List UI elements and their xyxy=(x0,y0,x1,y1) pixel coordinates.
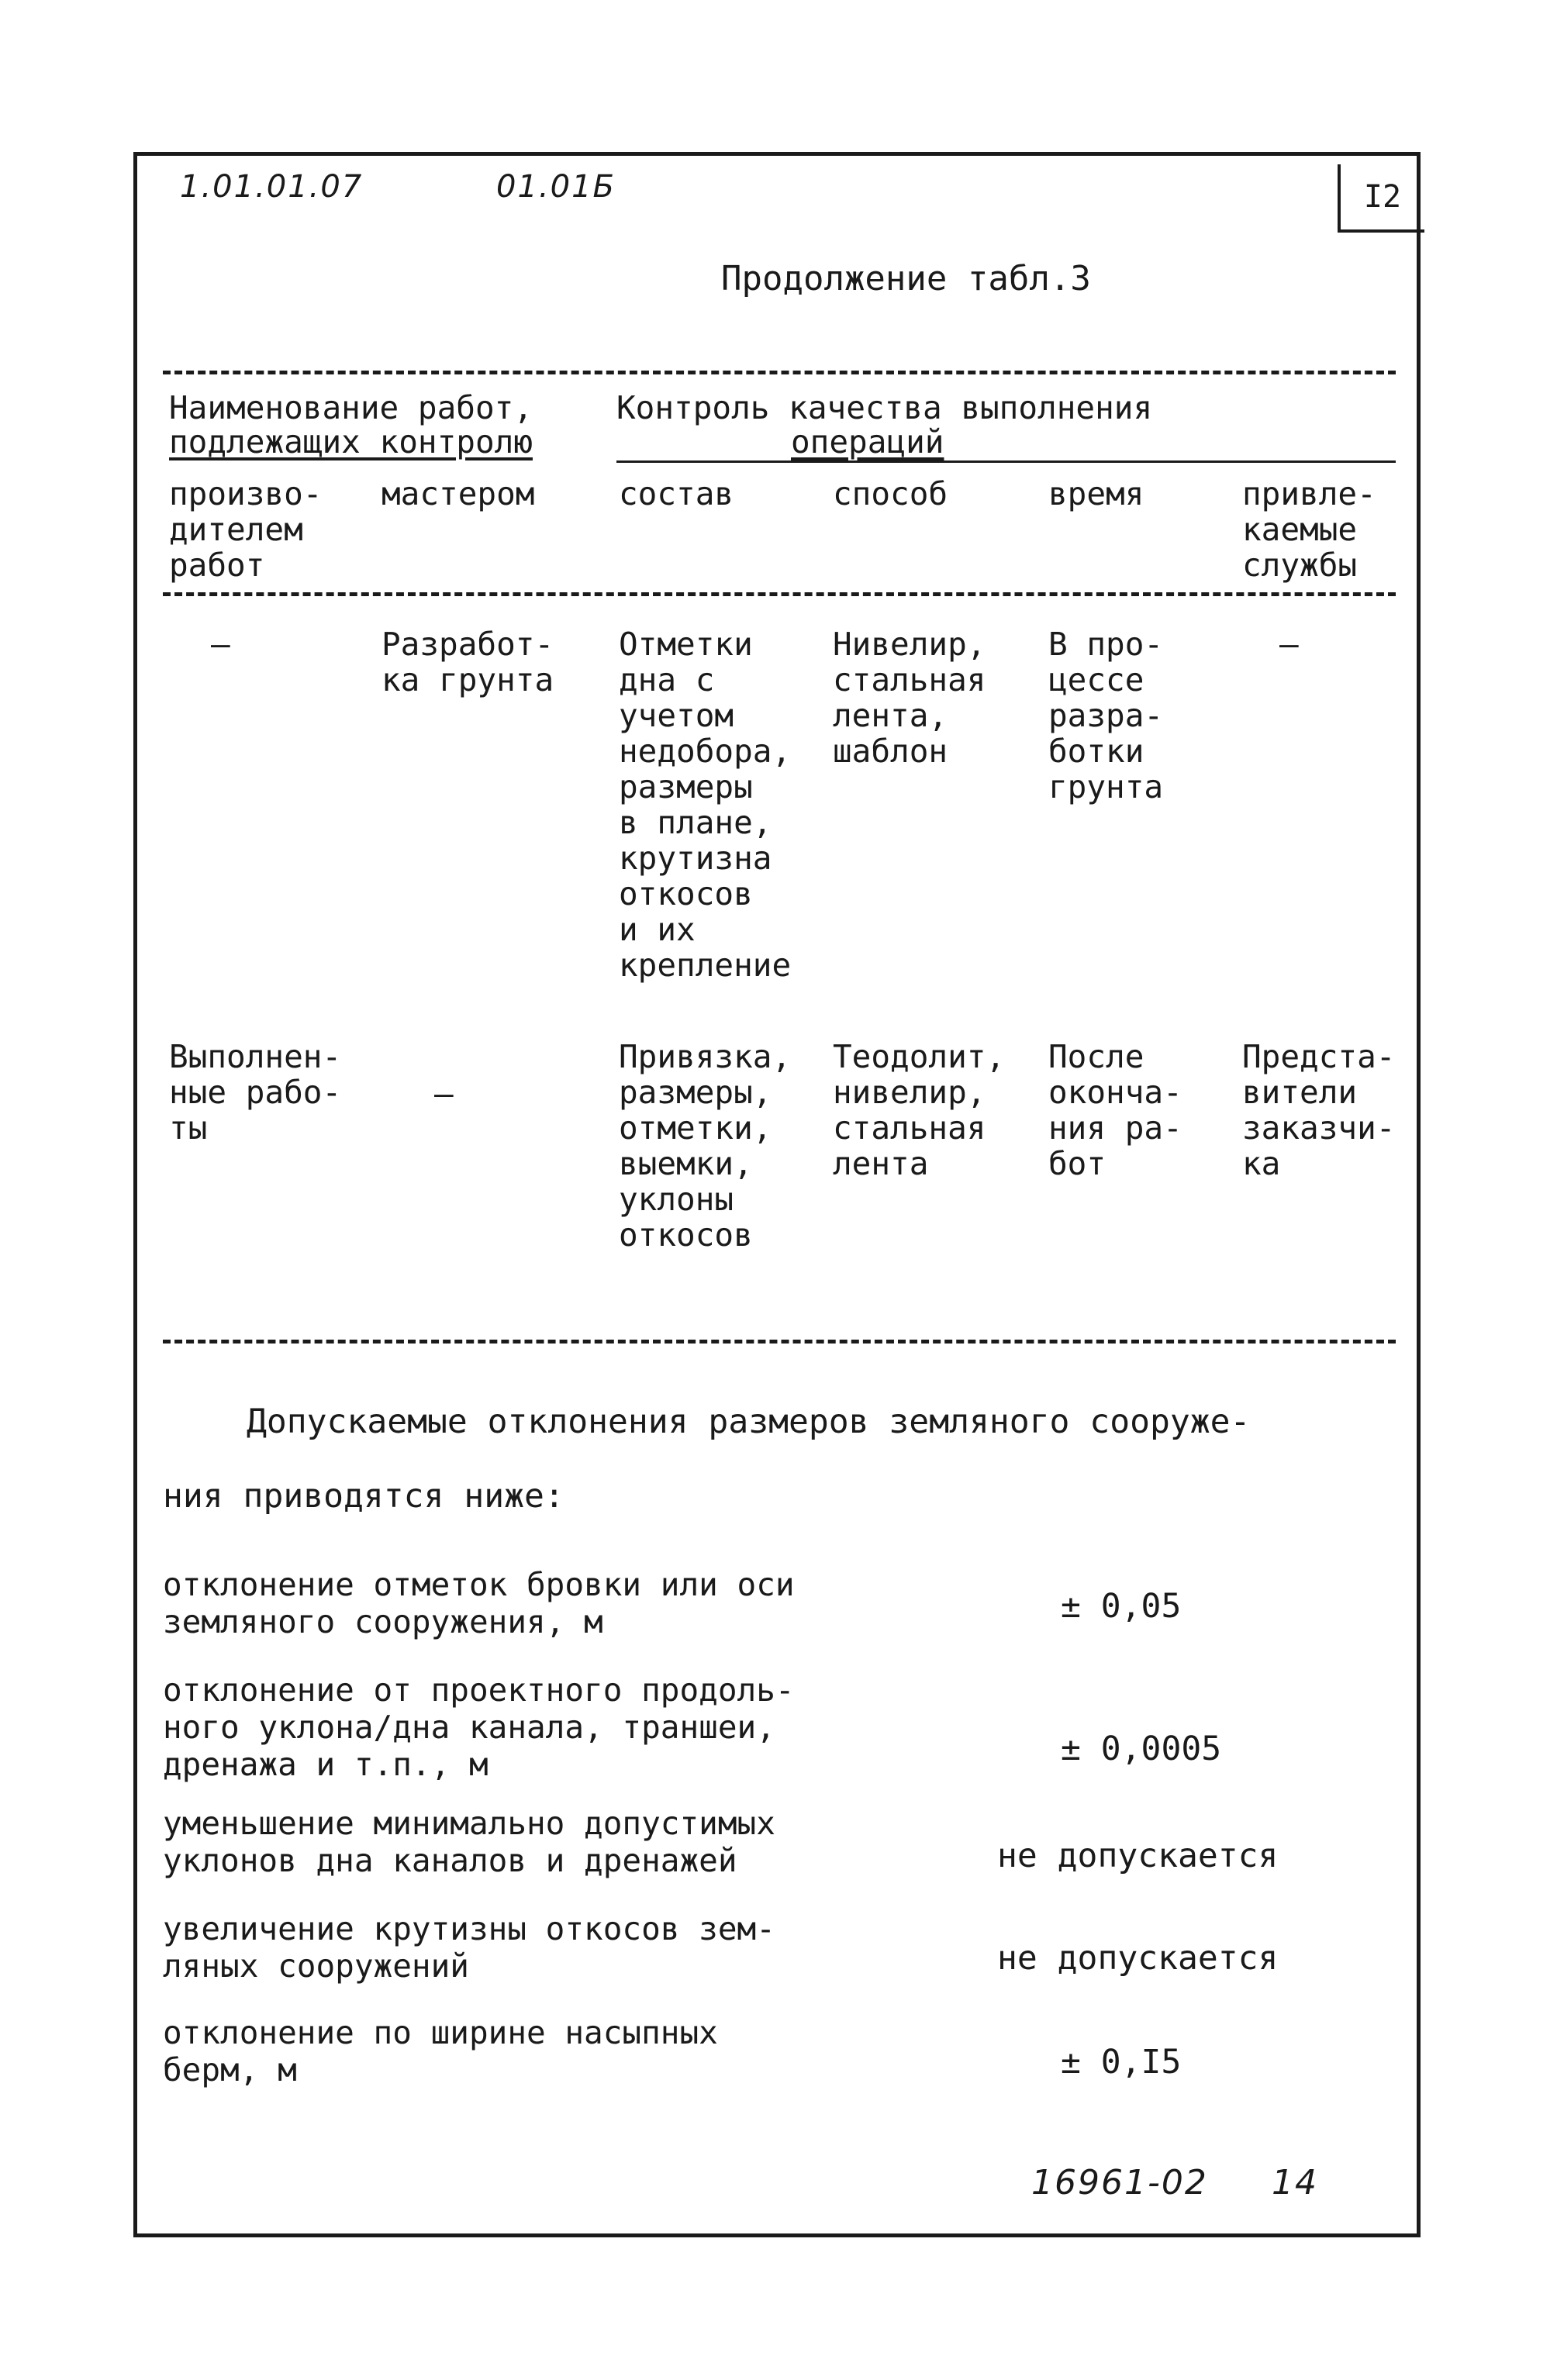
table-cell: Нивелир, стальная лента, шаблон xyxy=(833,626,986,770)
table-cell: – xyxy=(211,626,230,663)
table-cell: – xyxy=(434,1075,454,1112)
table-header-rule xyxy=(163,592,1396,596)
table-cell: – xyxy=(1279,626,1299,663)
table-cell: После оконча- ния ра- бот xyxy=(1048,1038,1182,1182)
deviation-value: не допускается xyxy=(997,1939,1279,1978)
column-header-producer: произво- дителем работ xyxy=(169,475,323,584)
table-cell: Предста- вители заказчи- ка xyxy=(1242,1038,1396,1182)
page-number: I2 xyxy=(1338,164,1424,233)
deviation-value: ± 0,I5 xyxy=(1061,2043,1182,2082)
footer-sheet: 14 xyxy=(1272,2163,1318,2202)
column-header-composition: состав xyxy=(619,475,734,512)
table-cell: Отметки дна с учетом недобора, размеры в плане, крутизна откосов и их крепление xyxy=(619,626,792,984)
deviation-label: отклонение по ширине насыпных берм, м xyxy=(163,2014,718,2089)
intro-line-1: Допускаемые отклонения размеров земляного сооруже- xyxy=(247,1402,1251,1441)
deviation-value: не допускается xyxy=(997,1837,1279,1875)
deviation-label: уменьшение минимально допустимых уклонов дна каналов и дренажей xyxy=(163,1805,775,1879)
deviation-value: ± 0,0005 xyxy=(1061,1730,1222,1768)
table-cell: Выполнен- ные рабо- ты xyxy=(169,1038,342,1147)
table-cell: В про- цессе разра- ботки грунта xyxy=(1048,626,1164,805)
column-header-foreman: мастером xyxy=(381,475,535,512)
table-cell: Теодолит, нивелир, стальная лента xyxy=(833,1038,1006,1182)
group1-subtitle: подлежащих контролю xyxy=(169,423,533,460)
deviation-label: отклонение от проектного продоль- ного уклона/дна канала, траншеи, дренажа и т.п., м xyxy=(163,1671,795,1783)
table-cell: Разработ- ка грунта xyxy=(381,626,554,698)
table-cell: Привязка, размеры, отметки, выемки, уклоны откосов xyxy=(619,1038,792,1254)
table-top-rule xyxy=(163,371,1396,374)
deviation-value: ± 0,05 xyxy=(1061,1587,1182,1626)
group1-title: Наименование работ, xyxy=(169,389,533,426)
group2-underline xyxy=(616,460,1396,463)
column-header-time: время xyxy=(1048,475,1144,512)
column-header-services: привле- каемые службы xyxy=(1242,475,1376,584)
group2-title: Контроль качества выполнения xyxy=(616,389,1153,426)
column-header-method: способ xyxy=(833,475,948,512)
table-bottom-rule xyxy=(163,1340,1396,1343)
deviation-label: отклонение отметок бровки или оси земляного сооружения, м xyxy=(163,1566,795,1640)
sheet-code: 01.01Б xyxy=(496,169,616,205)
footer-code: 16961-02 xyxy=(1031,2163,1208,2202)
deviation-label: увеличение крутизны откосов зем- ляных сооружений xyxy=(163,1910,775,1985)
intro-line-2: ния приводятся ниже: xyxy=(163,1477,564,1516)
group2-subtitle: операций xyxy=(791,423,944,460)
table-caption: Продолжение табл.3 xyxy=(721,259,1091,298)
doc-code: 1.01.01.07 xyxy=(180,169,364,205)
